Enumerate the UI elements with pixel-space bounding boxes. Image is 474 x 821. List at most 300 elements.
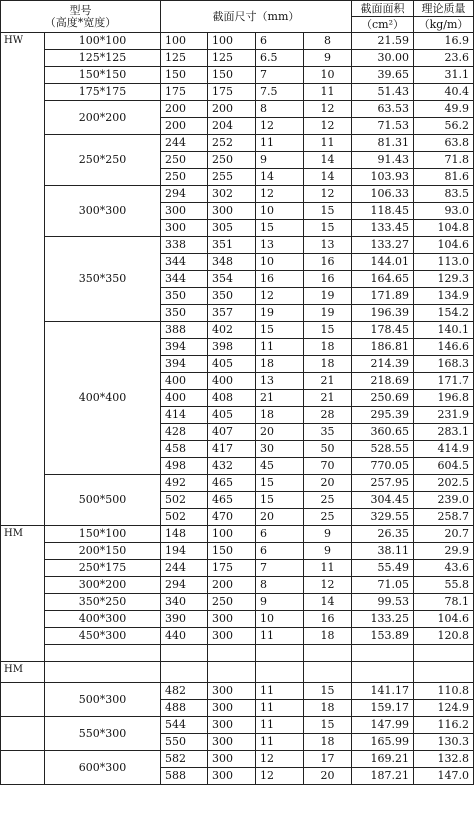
width-b: 250 [208, 594, 256, 611]
empty-cell [208, 662, 256, 683]
height-h: 200 [161, 101, 208, 118]
table-row [1, 237, 474, 254]
web-t1: 8 [256, 101, 304, 118]
flange-t2: 9 [304, 526, 352, 543]
mass: 231.9 [414, 407, 474, 424]
mass: 124.9 [414, 700, 474, 717]
table-row [1, 611, 474, 628]
mass: 113.0 [414, 254, 474, 271]
height-h: 148 [161, 526, 208, 543]
web-t1: 12 [256, 288, 304, 305]
area: 51.43 [352, 84, 414, 101]
model-size: 250*250 [45, 135, 161, 186]
height-h: 394 [161, 356, 208, 373]
mass: 202.5 [414, 475, 474, 492]
series-cell [1, 751, 45, 785]
model-size: 200*150 [45, 543, 161, 560]
height-h: 340 [161, 594, 208, 611]
height-h: 458 [161, 441, 208, 458]
model-size: 450*300 [45, 628, 161, 645]
width-b: 302 [208, 186, 256, 203]
width-b: 398 [208, 339, 256, 356]
width-b: 405 [208, 407, 256, 424]
height-h: 400 [161, 373, 208, 390]
width-b: 200 [208, 101, 256, 118]
blank-row [1, 662, 474, 683]
model-size: 600*300 [45, 751, 161, 785]
flange-t2: 70 [304, 458, 352, 475]
empty-cell [45, 645, 161, 662]
header-dims: 截面尺寸（mm） [161, 1, 352, 33]
mass: 196.8 [414, 390, 474, 407]
width-b: 150 [208, 67, 256, 84]
web-t1: 14 [256, 169, 304, 186]
width-b: 300 [208, 751, 256, 768]
web-t1: 20 [256, 509, 304, 526]
area: 144.01 [352, 254, 414, 271]
series-label: HM [1, 526, 45, 662]
mass: 147.0 [414, 768, 474, 785]
empty-cell [256, 662, 304, 683]
web-t1: 11 [256, 700, 304, 717]
web-t1: 11 [256, 628, 304, 645]
area: 71.05 [352, 577, 414, 594]
height-h: 550 [161, 734, 208, 751]
area: 147.99 [352, 717, 414, 734]
web-t1: 6 [256, 33, 304, 50]
height-h: 440 [161, 628, 208, 645]
width-b: 402 [208, 322, 256, 339]
area: 153.89 [352, 628, 414, 645]
height-h: 194 [161, 543, 208, 560]
height-h: 100 [161, 33, 208, 50]
web-t1: 15 [256, 492, 304, 509]
width-b: 357 [208, 305, 256, 322]
model-size: 300*300 [45, 186, 161, 237]
flange-t2: 15 [304, 683, 352, 700]
web-t1: 9 [256, 594, 304, 611]
height-h: 244 [161, 135, 208, 152]
flange-t2: 15 [304, 717, 352, 734]
mass: 110.8 [414, 683, 474, 700]
area: 770.05 [352, 458, 414, 475]
area: 39.65 [352, 67, 414, 84]
empty-cell [161, 662, 208, 683]
height-h: 428 [161, 424, 208, 441]
empty-cell [414, 662, 474, 683]
area: 63.53 [352, 101, 414, 118]
mass: 16.9 [414, 33, 474, 50]
web-t1: 16 [256, 271, 304, 288]
area: 169.21 [352, 751, 414, 768]
web-t1: 7 [256, 560, 304, 577]
header-model-label: 型号 [69, 3, 92, 17]
model-size: 150*100 [45, 526, 161, 543]
web-t1: 15 [256, 220, 304, 237]
flange-t2: 18 [304, 734, 352, 751]
model-size: 175*175 [45, 84, 161, 101]
area: 187.21 [352, 768, 414, 785]
height-h: 125 [161, 50, 208, 67]
header-mass-unit: （kg/m） [414, 17, 474, 33]
area: 171.89 [352, 288, 414, 305]
table-row [1, 594, 474, 611]
width-b: 255 [208, 169, 256, 186]
model-size: 125*125 [45, 50, 161, 67]
web-t1: 13 [256, 237, 304, 254]
web-t1: 11 [256, 339, 304, 356]
mass: 78.1 [414, 594, 474, 611]
area: 218.69 [352, 373, 414, 390]
mass: 71.8 [414, 152, 474, 169]
flange-t2: 16 [304, 271, 352, 288]
flange-t2: 15 [304, 203, 352, 220]
width-b: 354 [208, 271, 256, 288]
flange-t2: 14 [304, 152, 352, 169]
mass: 140.1 [414, 322, 474, 339]
height-h: 400 [161, 390, 208, 407]
table-row [1, 475, 474, 492]
flange-t2: 12 [304, 118, 352, 135]
area: 214.39 [352, 356, 414, 373]
flange-t2: 18 [304, 356, 352, 373]
table-row [1, 135, 474, 152]
height-h: 250 [161, 169, 208, 186]
web-t1: 12 [256, 768, 304, 785]
model-size: 150*150 [45, 67, 161, 84]
web-t1: 11 [256, 135, 304, 152]
model-size: 500*300 [45, 683, 161, 717]
table-row [1, 560, 474, 577]
empty-cell [45, 662, 161, 683]
width-b: 204 [208, 118, 256, 135]
area: 196.39 [352, 305, 414, 322]
height-h: 390 [161, 611, 208, 628]
area: 103.93 [352, 169, 414, 186]
mass: 104.8 [414, 220, 474, 237]
height-h: 414 [161, 407, 208, 424]
flange-t2: 10 [304, 67, 352, 84]
model-size: 100*100 [45, 33, 161, 50]
empty-cell [352, 645, 414, 662]
series-cell [1, 683, 45, 717]
web-t1: 13 [256, 373, 304, 390]
height-h: 498 [161, 458, 208, 475]
web-t1: 12 [256, 118, 304, 135]
area: 250.69 [352, 390, 414, 407]
flange-t2: 11 [304, 84, 352, 101]
header-mass: 理论质量 [414, 1, 474, 17]
flange-t2: 15 [304, 220, 352, 237]
flange-t2: 8 [304, 33, 352, 50]
web-t1: 10 [256, 611, 304, 628]
table-row [1, 526, 474, 543]
flange-t2: 11 [304, 560, 352, 577]
area: 329.55 [352, 509, 414, 526]
height-h: 488 [161, 700, 208, 717]
area: 91.43 [352, 152, 414, 169]
area: 21.59 [352, 33, 414, 50]
height-h: 300 [161, 203, 208, 220]
flange-t2: 25 [304, 492, 352, 509]
series-label: HW [1, 33, 45, 526]
height-h: 294 [161, 186, 208, 203]
table-row [1, 577, 474, 594]
web-t1: 6 [256, 543, 304, 560]
table-row [1, 67, 474, 84]
height-h: 150 [161, 67, 208, 84]
mass: 283.1 [414, 424, 474, 441]
width-b: 175 [208, 84, 256, 101]
empty-cell [161, 645, 208, 662]
height-h: 250 [161, 152, 208, 169]
area: 38.11 [352, 543, 414, 560]
series-cell [1, 717, 45, 751]
width-b: 405 [208, 356, 256, 373]
height-h: 344 [161, 254, 208, 271]
flange-t2: 35 [304, 424, 352, 441]
web-t1: 9 [256, 152, 304, 169]
mass: 116.2 [414, 717, 474, 734]
mass: 146.6 [414, 339, 474, 356]
mass: 134.9 [414, 288, 474, 305]
width-b: 100 [208, 33, 256, 50]
empty-cell [414, 645, 474, 662]
model-size: 350*250 [45, 594, 161, 611]
mass: 81.6 [414, 169, 474, 186]
area: 295.39 [352, 407, 414, 424]
web-t1: 30 [256, 441, 304, 458]
table-row [1, 322, 474, 339]
mass: 239.0 [414, 492, 474, 509]
area: 141.17 [352, 683, 414, 700]
header-model [1, 1, 161, 33]
flange-t2: 15 [304, 322, 352, 339]
empty-cell [256, 645, 304, 662]
table-row [1, 751, 474, 768]
area: 30.00 [352, 50, 414, 67]
width-b: 300 [208, 683, 256, 700]
flange-t2: 11 [304, 135, 352, 152]
height-h: 350 [161, 288, 208, 305]
flange-t2: 18 [304, 628, 352, 645]
width-b: 300 [208, 768, 256, 785]
mass: 31.1 [414, 67, 474, 84]
mass: 120.8 [414, 628, 474, 645]
height-h: 582 [161, 751, 208, 768]
header-model-sub: （高度*宽度） [44, 15, 117, 29]
mass: 29.9 [414, 543, 474, 560]
mass: 23.6 [414, 50, 474, 67]
empty-cell [304, 662, 352, 683]
web-t1: 12 [256, 186, 304, 203]
flange-t2: 16 [304, 611, 352, 628]
height-h: 338 [161, 237, 208, 254]
flange-t2: 12 [304, 577, 352, 594]
area: 159.17 [352, 700, 414, 717]
model-size: 250*175 [45, 560, 161, 577]
area: 178.45 [352, 322, 414, 339]
table-row [1, 683, 474, 700]
width-b: 417 [208, 441, 256, 458]
mass: 49.9 [414, 101, 474, 118]
model-size: 500*500 [45, 475, 161, 526]
area: 81.31 [352, 135, 414, 152]
model-size: 400*300 [45, 611, 161, 628]
mass: 168.3 [414, 356, 474, 373]
web-t1: 19 [256, 305, 304, 322]
flange-t2: 19 [304, 305, 352, 322]
web-t1: 6 [256, 526, 304, 543]
width-b: 400 [208, 373, 256, 390]
width-b: 300 [208, 700, 256, 717]
height-h: 300 [161, 220, 208, 237]
web-t1: 21 [256, 390, 304, 407]
header-area: 截面面积 [352, 1, 414, 17]
table-body [1, 1, 474, 785]
height-h: 502 [161, 509, 208, 526]
height-h: 388 [161, 322, 208, 339]
table-row [1, 50, 474, 67]
flange-t2: 16 [304, 254, 352, 271]
width-b: 305 [208, 220, 256, 237]
web-t1: 11 [256, 717, 304, 734]
web-t1: 15 [256, 475, 304, 492]
web-t1: 45 [256, 458, 304, 475]
width-b: 300 [208, 628, 256, 645]
height-h: 294 [161, 577, 208, 594]
area: 186.81 [352, 339, 414, 356]
web-t1: 10 [256, 254, 304, 271]
height-h: 502 [161, 492, 208, 509]
flange-t2: 18 [304, 700, 352, 717]
area: 133.45 [352, 220, 414, 237]
area: 55.49 [352, 560, 414, 577]
flange-t2: 28 [304, 407, 352, 424]
mass: 43.6 [414, 560, 474, 577]
area: 528.55 [352, 441, 414, 458]
area: 106.33 [352, 186, 414, 203]
mass: 132.8 [414, 751, 474, 768]
area: 164.65 [352, 271, 414, 288]
width-b: 465 [208, 492, 256, 509]
flange-t2: 19 [304, 288, 352, 305]
web-t1: 8 [256, 577, 304, 594]
mass: 83.5 [414, 186, 474, 203]
width-b: 175 [208, 560, 256, 577]
model-size: 400*400 [45, 322, 161, 475]
blank-row [1, 645, 474, 662]
width-b: 252 [208, 135, 256, 152]
width-b: 300 [208, 734, 256, 751]
web-t1: 15 [256, 322, 304, 339]
flange-t2: 9 [304, 543, 352, 560]
area: 71.53 [352, 118, 414, 135]
height-h: 344 [161, 271, 208, 288]
flange-t2: 20 [304, 475, 352, 492]
flange-t2: 14 [304, 169, 352, 186]
flange-t2: 21 [304, 390, 352, 407]
height-h: 200 [161, 118, 208, 135]
flange-t2: 12 [304, 186, 352, 203]
model-size: 300*200 [45, 577, 161, 594]
header-row [1, 1, 474, 17]
width-b: 250 [208, 152, 256, 169]
width-b: 300 [208, 611, 256, 628]
table-row [1, 33, 474, 50]
area: 99.53 [352, 594, 414, 611]
empty-cell [352, 662, 414, 683]
height-h: 588 [161, 768, 208, 785]
model-size: 200*200 [45, 101, 161, 135]
header-area-unit: （cm²） [352, 17, 414, 33]
flange-t2: 13 [304, 237, 352, 254]
model-size: 350*350 [45, 237, 161, 322]
width-b: 407 [208, 424, 256, 441]
mass: 20.7 [414, 526, 474, 543]
width-b: 125 [208, 50, 256, 67]
width-b: 351 [208, 237, 256, 254]
flange-t2: 18 [304, 339, 352, 356]
width-b: 470 [208, 509, 256, 526]
area: 118.45 [352, 203, 414, 220]
height-h: 244 [161, 560, 208, 577]
width-b: 432 [208, 458, 256, 475]
web-t1: 18 [256, 356, 304, 373]
table-row [1, 101, 474, 118]
height-h: 482 [161, 683, 208, 700]
web-t1: 10 [256, 203, 304, 220]
web-t1: 18 [256, 407, 304, 424]
mass: 129.3 [414, 271, 474, 288]
web-t1: 7 [256, 67, 304, 84]
flange-t2: 17 [304, 751, 352, 768]
flange-t2: 50 [304, 441, 352, 458]
mass: 130.3 [414, 734, 474, 751]
mass: 40.4 [414, 84, 474, 101]
table-row [1, 717, 474, 734]
web-t1: 11 [256, 683, 304, 700]
area: 133.27 [352, 237, 414, 254]
mass: 604.5 [414, 458, 474, 475]
mass: 63.8 [414, 135, 474, 152]
mass: 104.6 [414, 611, 474, 628]
area: 257.95 [352, 475, 414, 492]
flange-t2: 9 [304, 50, 352, 67]
mass: 414.9 [414, 441, 474, 458]
empty-cell [304, 645, 352, 662]
width-b: 350 [208, 288, 256, 305]
web-t1: 12 [256, 751, 304, 768]
mass: 171.7 [414, 373, 474, 390]
area: 165.99 [352, 734, 414, 751]
width-b: 200 [208, 577, 256, 594]
mass: 154.2 [414, 305, 474, 322]
table-row [1, 543, 474, 560]
web-t1: 7.5 [256, 84, 304, 101]
web-t1: 6.5 [256, 50, 304, 67]
empty-cell [208, 645, 256, 662]
width-b: 150 [208, 543, 256, 560]
web-t1: 20 [256, 424, 304, 441]
height-h: 492 [161, 475, 208, 492]
height-h: 394 [161, 339, 208, 356]
mass: 56.2 [414, 118, 474, 135]
model-size: 550*300 [45, 717, 161, 751]
mass: 258.7 [414, 509, 474, 526]
width-b: 348 [208, 254, 256, 271]
flange-t2: 12 [304, 101, 352, 118]
